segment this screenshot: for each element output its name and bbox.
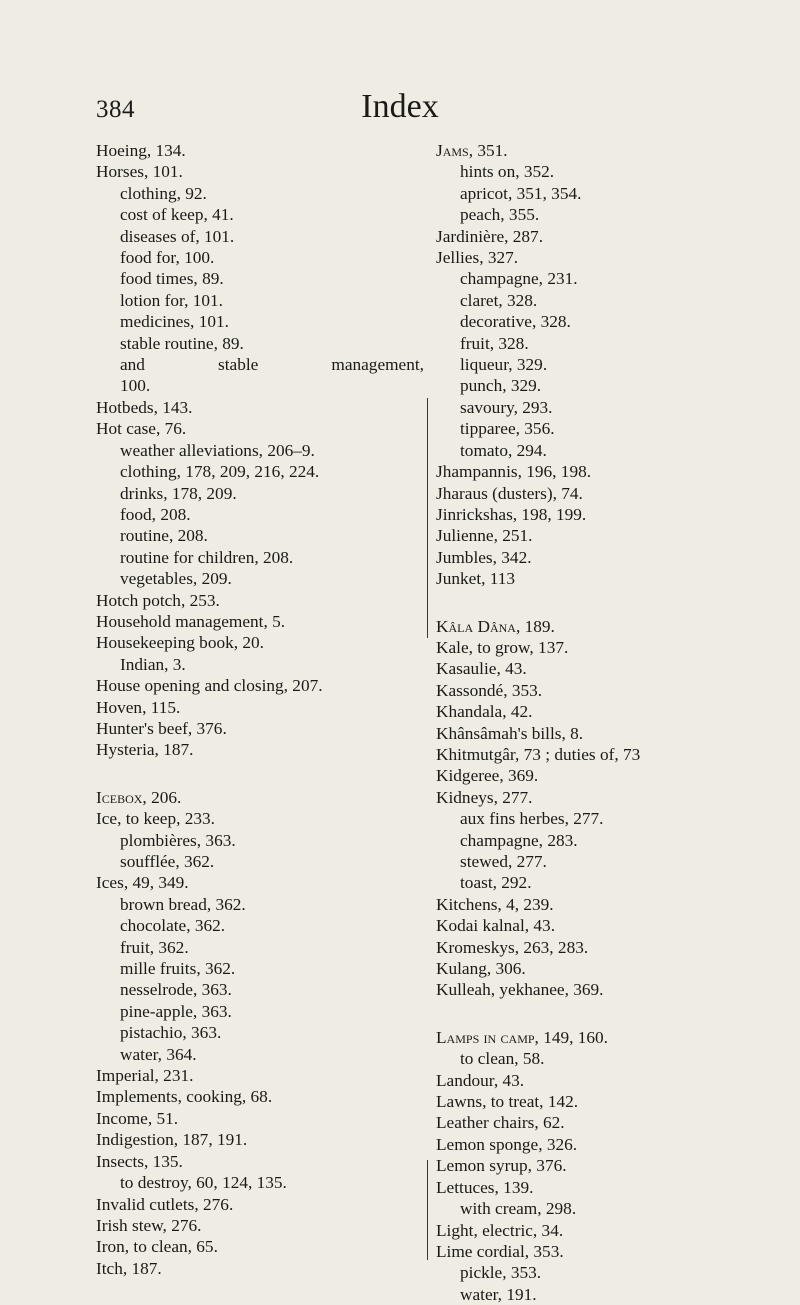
index-entry: Itch, 187. [96,1258,162,1278]
index-entry: Lettuces, 139. [436,1177,534,1197]
index-entry: Insects, 135. [96,1151,183,1171]
index-entry: Jams, 351. [436,141,508,160]
index-entry: Kulang, 306. [436,959,526,979]
index-subentry: fruit, 362. [120,937,189,957]
index-subentry: routine for children, 208. [120,547,294,567]
index-entry: Irish stew, 276. [96,1215,202,1235]
index-subentry: medicines, 101. [120,312,229,332]
index-subentry: vegetables, 209. [120,569,232,589]
index-entry: Jellies, 327. [436,248,519,268]
index-entry: Lemon syrup, 376. [436,1156,567,1176]
index-entry: Hoven, 115. [96,697,181,717]
index-subentry: to clean, 58. [460,1049,545,1069]
index-subentry: stable routine, 89. [120,333,244,353]
index-column-left [96,140,424,1279]
index-subentry: stewed, 277. [460,852,547,871]
index-entry: Hysteria, 187. [96,740,194,760]
index-entry: Jinrickshas, 198, 199. [436,504,587,524]
column-divider-upper [427,398,428,638]
index-subentry: tomato, 294. [460,440,547,460]
index-subentry: peach, 355. [460,205,540,225]
index-subentry: pine-apple, 363. [120,1001,232,1021]
index-entry: Housekeeping book, 20. [96,633,264,653]
index-entry: Jumbles, 342. [436,547,532,567]
index-subentry: lotion for, 101. [120,290,223,310]
index-subentry: clothing, 92. [120,183,207,203]
index-subentry: diseases of, 101. [120,226,235,246]
index-subentry: liqueur, 329. [460,355,548,375]
index-entry: Indigestion, 187, 191. [96,1130,248,1150]
index-entry: Light, electric, 34. [436,1220,564,1240]
index-subentry: and stable management, [120,355,424,375]
index-entry: Household management, 5. [96,611,286,631]
index-entry: Invalid cutlets, 276. [96,1194,234,1214]
index-entry: Horses, 101. [96,162,183,182]
index-subentry: plombières, 363. [120,830,236,850]
index-subentry: nesselrode, 363. [120,980,232,1000]
index-subentry: brown bread, 362. [120,894,246,914]
index-entry: Jardinière, 287. [436,226,544,246]
page-title: Index [361,88,439,125]
index-subentry: drinks, 178, 209. [120,483,237,503]
index-entry: Khitmutgâr, 73 ; duties of, 73 [436,744,641,764]
index-subentry: food for, 100. [120,248,215,268]
index-subentry: Indian, 3. [120,654,186,674]
index-subentry: chocolate, 362. [120,916,226,936]
index-subentry: aux fins herbes, 277. [460,809,604,829]
index-entry: Kidgeree, 369. [436,766,539,786]
index-subentry: toast, 292. [460,873,532,893]
index-subentry: routine, 208. [120,526,208,546]
index-subentry: tipparee, 356. [460,419,555,439]
index-entry: Hot case, 76. [96,419,187,439]
section-gap [96,761,424,787]
index-entry: Landour, 43. [436,1070,525,1090]
index-subentry: soufflée, 362. [120,852,215,871]
index-subentry: fruit, 328. [460,333,529,353]
index-subentry: 100. [120,376,151,396]
index-entry: Imperial, 231. [96,1066,194,1086]
index-entry: Khânsâmah's bills, 8. [436,723,584,743]
index-entry: Income, 51. [96,1108,179,1128]
page-number: 384 [96,96,135,123]
index-entry: Julienne, 251. [436,526,533,546]
index-entry: Kale, to grow, 137. [436,637,569,657]
index-entry: Hoeing, 134. [96,141,186,160]
index-entry: Jharaus (dusters), 74. [436,483,583,503]
index-subentry: punch, 329. [460,376,542,396]
index-entry: Hotbeds, 143. [96,397,193,417]
index-subentry: food, 208. [120,504,191,524]
index-subentry: champagne, 231. [460,269,578,289]
index-entry: Lemon sponge, 326. [436,1134,578,1154]
index-entry: Kidneys, 277. [436,787,533,807]
index-entry: Kromeskys, 263, 283. [436,937,589,957]
index-subentry: water, 191. [460,1284,537,1304]
index-subentry: hints on, 352. [460,162,555,182]
index-entry: Iron, to clean, 65. [96,1237,218,1257]
index-entry: Kodai kalnal, 43. [436,916,556,936]
index-entry: Ice, to keep, 233. [96,809,216,829]
index-column-right [436,140,776,1305]
index-subentry: claret, 328. [460,290,538,310]
index-subentry: savoury, 293. [460,397,553,417]
index-subentry: mille fruits, 362. [120,959,236,979]
index-entry: Kassondé, 353. [436,680,543,700]
index-entry: Lamps in camp, 149, 160. [436,1027,609,1047]
index-entry: Ices, 49, 349. [96,873,189,893]
index-entry: Kasaulie, 43. [436,659,527,679]
index-subentry: pistachio, 363. [120,1023,222,1043]
index-entry: Kâla Dâna, 189. [436,616,555,636]
index-entry: Junket, 113 [436,569,516,589]
section-gap [436,590,776,616]
index-entry: Kitchens, 4, 239. [436,894,554,914]
index-entry: Jhampannis, 196, 198. [436,462,592,482]
section-gap [436,1001,776,1027]
index-subentry: weather alleviations, 206–9. [120,440,315,460]
index-entry: Kulleah, yekhanee, 369. [436,980,604,1000]
index-subentry: decorative, 328. [460,312,571,332]
index-entry: Leather chairs, 62. [436,1113,565,1133]
column-divider-lower [427,1160,428,1260]
index-entry: Hotch potch, 253. [96,590,220,610]
index-subentry: cost of keep, 41. [120,205,234,225]
index-subentry: with cream, 298. [460,1199,577,1219]
index-entry: Hunter's beef, 376. [96,718,227,738]
index-entry: Lawns, to treat, 142. [436,1092,579,1112]
index-entry: Lime cordial, 353. [436,1241,564,1261]
index-entry: House opening and closing, 207. [96,676,323,696]
index-subentry: champagne, 283. [460,830,578,850]
index-subentry: to destroy, 60, 124, 135. [120,1173,287,1193]
index-subentry: food times, 89. [120,269,224,289]
index-subentry: pickle, 353. [460,1263,542,1283]
index-subentry: water, 364. [120,1044,197,1064]
index-entry: Implements, cooking, 68. [96,1087,273,1107]
index-subentry: clothing, 178, 209, 216, 224. [120,462,320,482]
index-entry: Icebox, 206. [96,787,182,807]
index-entry: Khandala, 42. [436,702,533,722]
index-subentry: apricot, 351, 354. [460,183,582,203]
